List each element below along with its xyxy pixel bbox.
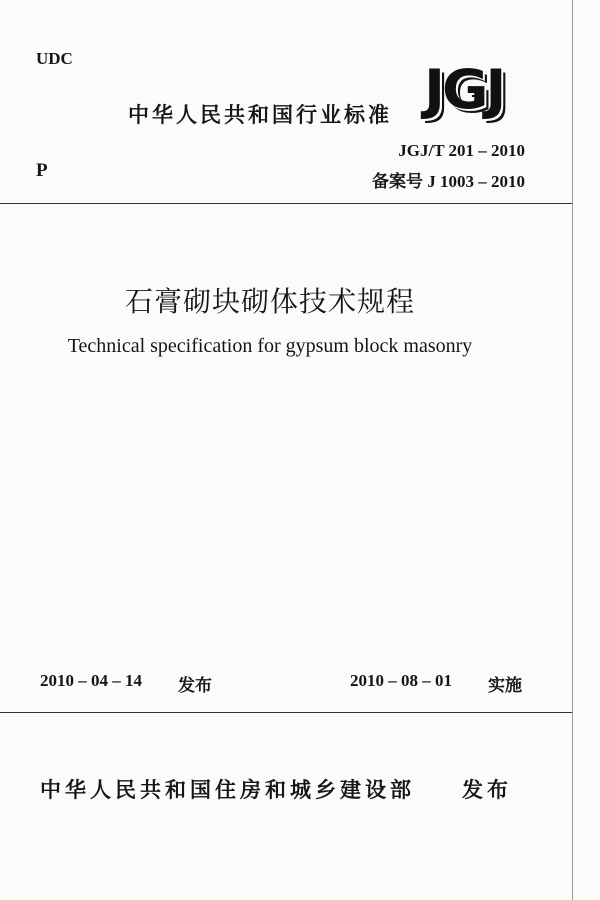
filing-number: 备案号 J 1003 – 2010 — [372, 172, 525, 191]
category-code: P — [36, 160, 48, 181]
implement-label: 实施 — [488, 676, 522, 696]
issue-label: 发布 — [178, 676, 212, 696]
industry-standard-heading: 中华人民共和国行业标准 — [128, 102, 392, 127]
bottom-divider — [0, 712, 572, 713]
document-title-zh: 石膏砌块砌体技术规程 — [124, 285, 415, 318]
issuing-authority-label: 发布 — [462, 777, 512, 802]
issue-date: 2010 – 04 – 14 — [40, 671, 142, 690]
issuing-authority: 中华人民共和国住房和城乡建设部 — [40, 777, 415, 802]
udc-label: UDC — [36, 49, 73, 68]
standard-number: JGJ/T 201 – 2010 — [398, 141, 525, 160]
top-divider — [0, 203, 572, 204]
scan-edge-line — [572, 0, 573, 900]
implement-date: 2010 – 08 – 01 — [350, 671, 452, 690]
document-title-en: Technical specification for gypsum block masonry — [67, 335, 473, 357]
jgj-logo: JGJ — [424, 58, 504, 121]
